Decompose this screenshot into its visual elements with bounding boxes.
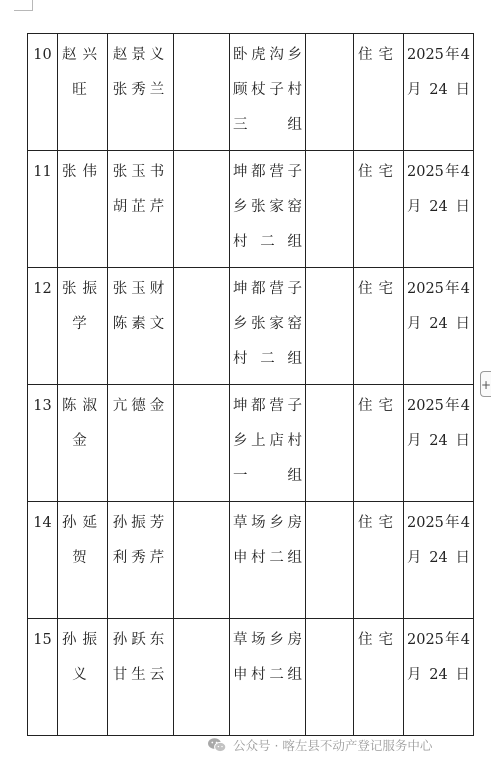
date-cell-line: 2025年4 [407, 398, 470, 414]
name-cell-line: 贺 [72, 550, 93, 566]
date-cell [404, 619, 474, 736]
name-cell-line: 赵兴 [62, 47, 103, 63]
co-holders-cell-line: 利秀芹 [112, 550, 169, 566]
row-number-cell [28, 619, 58, 736]
blank-cell [306, 385, 354, 502]
location-cell [230, 268, 306, 385]
table-row [28, 385, 474, 502]
date-cell-line: 月24日 [407, 550, 470, 566]
location-cell-line: 乡上店村 [233, 433, 302, 449]
wechat-icon [207, 737, 227, 753]
co-holders-cell [108, 619, 174, 736]
watermark-text: 公众号 · 喀左县不动产登记服务中心 [233, 738, 433, 753]
blank-cell [174, 268, 230, 385]
name-cell-line: 金 [72, 433, 93, 449]
table-row [28, 151, 474, 268]
co-holders-cell-line: 张玉财 [112, 281, 169, 297]
co-holders-cell [108, 34, 174, 151]
page-corner-mark [14, 0, 33, 11]
co-holders-cell-line: 孙振芳 [112, 515, 169, 531]
blank-cell [306, 502, 354, 619]
name-cell-line: 学 [72, 316, 93, 332]
usage-cell-line: 住宅 [358, 398, 399, 414]
co-holders-cell-line: 张玉书 [112, 164, 169, 180]
location-cell [230, 619, 306, 736]
name-cell [58, 34, 108, 151]
name-cell-line: 孙延 [62, 515, 103, 531]
usage-cell [354, 268, 404, 385]
name-cell [58, 619, 108, 736]
co-holders-cell-line: 亢德金 [112, 398, 169, 414]
row-number-cell [28, 34, 58, 151]
name-cell-line: 张振 [62, 281, 103, 297]
blank-cell [174, 385, 230, 502]
blank-cell [174, 619, 230, 736]
watermark [207, 734, 432, 756]
location-cell-line: 草场乡房 [233, 515, 302, 531]
location-cell-line: 一 组 [233, 468, 302, 484]
table-row [28, 34, 474, 151]
date-cell-line: 2025年4 [407, 632, 470, 648]
date-cell-line: 月24日 [407, 316, 470, 332]
name-cell [58, 151, 108, 268]
table-row [28, 502, 474, 619]
co-holders-cell-line: 甘生云 [112, 667, 169, 683]
row-number-cell-line: 11 [33, 164, 52, 180]
co-holders-cell [108, 268, 174, 385]
row-number-cell [28, 151, 58, 268]
name-cell-line: 陈淑 [62, 398, 103, 414]
row-number-cell-line: 10 [33, 47, 52, 63]
location-cell-line: 坤都营子 [233, 398, 302, 414]
co-holders-cell-line: 赵景义 [112, 47, 169, 63]
blank-cell [174, 151, 230, 268]
location-cell-line: 村二组 [233, 234, 302, 250]
co-holders-cell-line: 孙跃东 [112, 632, 169, 648]
usage-cell-line: 住宅 [358, 164, 399, 180]
date-cell-line: 月24日 [407, 82, 470, 98]
blank-cell [306, 268, 354, 385]
blank-cell [306, 151, 354, 268]
location-cell-line: 顾杖子村 [233, 82, 302, 98]
blank-cell [306, 34, 354, 151]
co-holders-cell-line: 张秀兰 [112, 82, 169, 98]
date-cell [404, 385, 474, 502]
location-cell-line: 三 组 [233, 117, 302, 133]
table-row [28, 268, 474, 385]
date-cell-line: 月24日 [407, 433, 470, 449]
location-cell-line: 坤都营子 [233, 164, 302, 180]
date-cell [404, 151, 474, 268]
row-number-cell [28, 502, 58, 619]
row-number-cell-line: 15 [33, 632, 52, 648]
usage-cell-line: 住宅 [358, 47, 399, 63]
row-number-cell-line: 13 [33, 398, 52, 414]
date-cell-line: 2025年4 [407, 515, 470, 531]
name-cell [58, 268, 108, 385]
date-cell [404, 268, 474, 385]
location-cell-line: 乡张家窑 [233, 316, 302, 332]
location-cell [230, 34, 306, 151]
row-number-cell [28, 385, 58, 502]
location-cell-line: 乡张家窑 [233, 199, 302, 215]
name-cell [58, 502, 108, 619]
row-number-cell-line: 14 [33, 515, 52, 531]
row-number-cell-line: 12 [33, 281, 52, 297]
date-cell-line: 月24日 [407, 667, 470, 683]
location-cell-line: 草场乡房 [233, 632, 302, 648]
location-cell [230, 151, 306, 268]
location-cell-line: 申村二组 [233, 550, 302, 566]
co-holders-cell-line: 陈素文 [112, 316, 169, 332]
date-cell [404, 502, 474, 619]
location-cell-line: 卧虎沟乡 [233, 47, 302, 63]
location-cell [230, 385, 306, 502]
name-cell-line: 义 [72, 667, 93, 683]
usage-cell [354, 619, 404, 736]
name-cell-line: 张伟 [62, 164, 103, 180]
usage-cell-line: 住宅 [358, 632, 399, 648]
co-holders-cell [108, 385, 174, 502]
date-cell-line: 月24日 [407, 199, 470, 215]
co-holders-cell [108, 502, 174, 619]
blank-cell [174, 34, 230, 151]
usage-cell-line: 住宅 [358, 515, 399, 531]
blank-cell [306, 619, 354, 736]
date-cell-line: 2025年4 [407, 164, 470, 180]
usage-cell [354, 151, 404, 268]
usage-cell [354, 502, 404, 619]
date-cell-line: 2025年4 [407, 281, 470, 297]
location-cell [230, 502, 306, 619]
usage-cell [354, 34, 404, 151]
location-cell-line: 坤都营子 [233, 281, 302, 297]
expand-tab-button[interactable]: + [480, 371, 491, 397]
co-holders-cell-line: 胡芷芹 [112, 199, 169, 215]
usage-cell [354, 385, 404, 502]
location-cell-line: 申村二组 [233, 667, 302, 683]
row-number-cell [28, 268, 58, 385]
location-cell-line: 村二组 [233, 351, 302, 367]
name-cell-line: 孙振 [62, 632, 103, 648]
registration-table [27, 33, 474, 736]
blank-cell [174, 502, 230, 619]
table-row [28, 619, 474, 736]
table-body [28, 34, 474, 736]
name-cell-line: 旺 [72, 82, 93, 98]
date-cell-line: 2025年4 [407, 47, 470, 63]
co-holders-cell [108, 151, 174, 268]
name-cell [58, 385, 108, 502]
usage-cell-line: 住宅 [358, 281, 399, 297]
date-cell [404, 34, 474, 151]
